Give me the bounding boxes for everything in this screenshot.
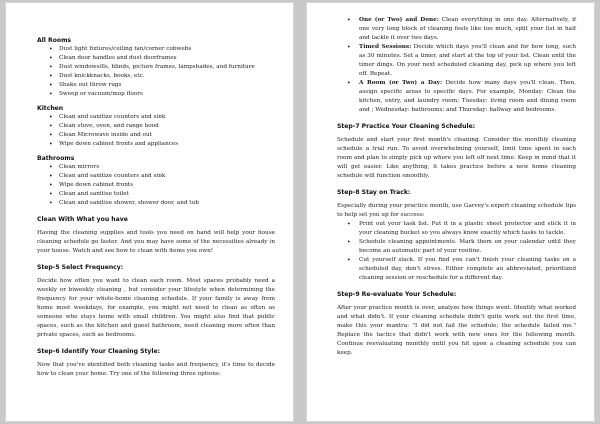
list-item: • Wipe down cabinet fronts and appliances bbox=[37, 140, 275, 149]
step6-paragraph: Now that you've identified both cleaning tasks and frequency, it's time to decide how to clean your home. Try one of the following three options: bbox=[37, 362, 275, 377]
list-item: • Sweep or vacuum/mop floors bbox=[37, 90, 275, 99]
step8-paragraph: Especially during your practice month, use Garvey's expert cleaning schedule tips to help set you up for success: bbox=[337, 203, 576, 218]
list-item: • Clean stove, oven, and range hood bbox=[37, 122, 275, 131]
step6-heading: Step-6 Identify Your Cleaning Style: bbox=[37, 348, 161, 355]
option-text: Decide which days you'll clean and for how long, such as 30 minutes. Set a timer, and start at the top of your list. Clean until the timer dings. On your next scheduled cleaning day, pick up where you left off. Repeat. bbox=[359, 44, 576, 77]
list-item: • Clean mirrors bbox=[37, 163, 275, 172]
list-item: • Dust windowsills, blinds, picture frames, lampshades, and furniture bbox=[37, 63, 275, 72]
list-item: • Shake out throw rugs bbox=[37, 81, 275, 90]
step9-heading: Step-9 Re-evaluate Your Schedule: bbox=[337, 291, 457, 298]
list-item: • Cut yourself slack. If you find you can't finish your cleaning tasks on a scheduled day, don't stress. Either complete an abbreviated, prioritized cleaning session or reschedule for a different day. bbox=[337, 256, 576, 283]
option-title: One (or Two) and Done: bbox=[359, 17, 439, 23]
all-rooms-heading: All Rooms bbox=[37, 37, 72, 44]
left-page bbox=[5, 2, 294, 422]
option-item bbox=[337, 16, 576, 43]
list-item: • Clean door handles and dust doorframes bbox=[37, 54, 275, 63]
step9-paragraph: After your practice month is over, analyze how things went. Identify what worked and what didn't. If your cleaning schedule didn't quite work out the first time, make this your mantra: "I did not fail the schedule; the schedule failed me." Replace the tactics that didn't work with new ones for the following month. Continue reevaluating monthly until you hit upon a cleaning schedule you can keep. bbox=[337, 305, 576, 356]
step5-paragraph: Decide how often you want to clean each room. Most spaces probably need a weekly or biweekly cleaning , but consider your lifestyle when determining the frequency for your whole-home cleaning schedule. If your family is away from home most weekdays, for example, you might not need to clean as often as someone who stays home with small children. You might also find that public spaces, such as the kitchen and guest bathroom, need cleaning more often than private spaces, such as bedrooms. bbox=[37, 278, 275, 338]
list-item: • Print out your task list. Put it in a plastic sheet protector and stick it in your cleaning bucket so you always know exactly which tasks to tackle. bbox=[337, 220, 576, 238]
clean-with-heading: Clean With What you have bbox=[37, 216, 128, 223]
option-item bbox=[337, 79, 576, 115]
bathrooms-list bbox=[37, 163, 275, 208]
list-item: • Clean Microwave inside and out bbox=[37, 131, 275, 140]
cleaning-style-options bbox=[337, 16, 576, 115]
list-item: • Dust knickknacks, books, etc. bbox=[37, 72, 275, 81]
clean-with-paragraph: Having the cleaning supplies and tools you need on hand will help your house cleaning schedule go faster. And you may have some of the necessities already in your house. Watch and see how to clean with items you own! bbox=[37, 230, 275, 254]
list-item: • Wipe down cabinet fronts bbox=[37, 181, 275, 190]
option-item bbox=[337, 43, 576, 79]
right-page bbox=[306, 2, 595, 422]
list-item: • Clean and sanitise toilet bbox=[37, 190, 275, 199]
step8-heading: Step-8 Stay on Track: bbox=[337, 189, 411, 196]
step8-tips-list bbox=[337, 220, 576, 283]
list-item: • Clean and sanitise shower, shower door, and tub bbox=[37, 199, 275, 208]
option-text: Clean everything in one day. Alternatively, if one very long block of cleaning feels like too much, split your list in half and tackle it over two days. bbox=[359, 17, 576, 41]
option-title: Timed Sessions: bbox=[359, 44, 412, 50]
list-item: • Clean and sanitize counters and sink bbox=[37, 172, 275, 181]
step7-heading: Step-7 Practice Your Cleaning Schedule: bbox=[337, 123, 476, 130]
list-item: • Clean and sanitize counters and sink bbox=[37, 113, 275, 122]
bathrooms-heading: Bathrooms bbox=[37, 155, 75, 162]
kitchen-list bbox=[37, 113, 275, 149]
list-item: • Schedule cleaning appointments. Mark them on your calendar until they become an automatic part of your routine. bbox=[337, 238, 576, 256]
step7-paragraph: Schedule and start your first month's cleaning. Consider the monthly cleaning schedule a trial run. To avoid overwhelming yourself, limit time spent in each room and plan to simply pick up where you left off next time. Keep in mind that it will get easier. Like anything, it takes practice before a new home cleaning schedule will function smoothly. bbox=[337, 137, 576, 179]
option-title: A Room (or Two) a Day: bbox=[359, 80, 443, 86]
kitchen-heading: Kitchen bbox=[37, 105, 64, 112]
list-item: • Dust light fixtures/ceiling fan/corner cobwebs bbox=[37, 45, 275, 54]
all-rooms-list bbox=[37, 45, 275, 99]
step5-heading: Step-5 Select Frequency: bbox=[37, 264, 124, 271]
option-text: Decide how many days you'll clean. Then, assign specific areas to specific days. For example, Monday: Clean the kitchen, entry, and laundry room; Tuesday: living room and dining room and ; Wednesday: bathrooms; and Thursday: hallway and bedrooms. bbox=[359, 80, 576, 113]
